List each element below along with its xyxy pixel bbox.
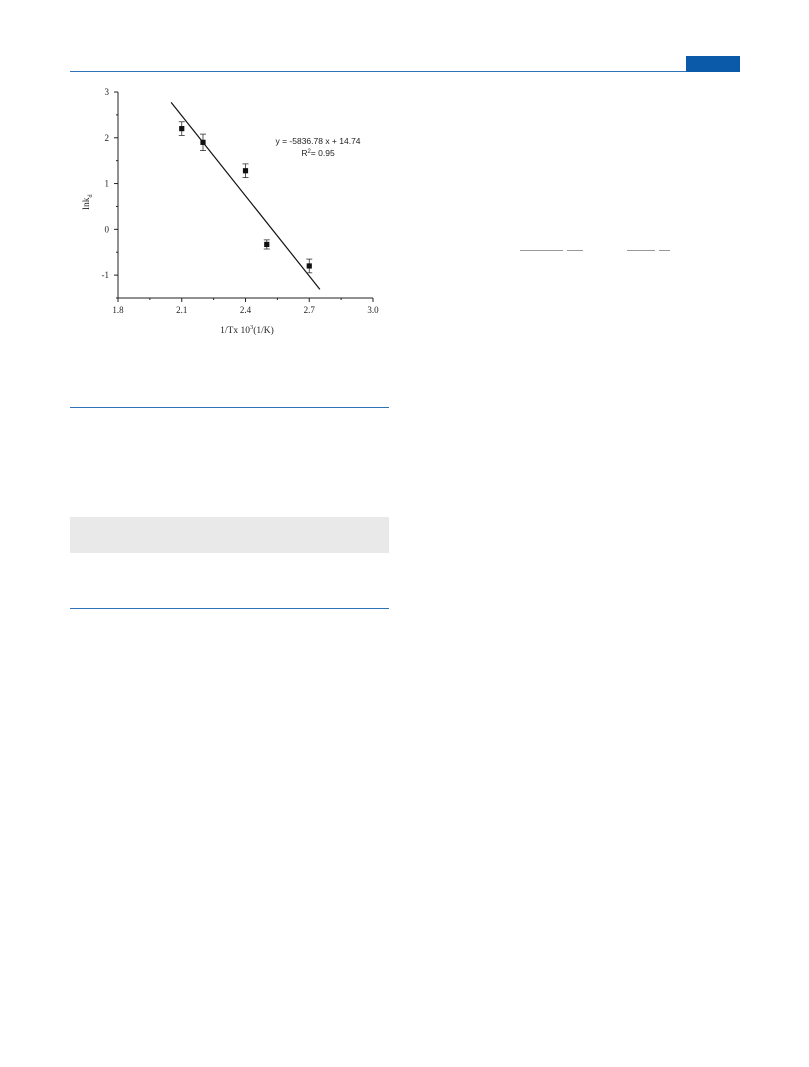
y-tick-label: 1 bbox=[104, 178, 109, 189]
chart-ticks bbox=[102, 87, 380, 315]
x-tick-label: 2.7 bbox=[303, 305, 315, 315]
equation-fraction-bar bbox=[567, 250, 583, 251]
y-axis-label: lnk$_d$ bbox=[82, 194, 94, 210]
header-accent-tab bbox=[686, 56, 740, 72]
y-tick-label: -1 bbox=[101, 270, 109, 281]
equation-fraction-bar bbox=[659, 250, 670, 251]
arrhenius-chart bbox=[70, 80, 400, 350]
x-tick-label: 3.0 bbox=[367, 305, 379, 315]
data-point-marker bbox=[307, 263, 312, 268]
data-point-marker bbox=[264, 242, 269, 247]
r-squared-label: $R^2= 0.95$ bbox=[301, 148, 335, 158]
section-divider bbox=[70, 608, 389, 609]
section-divider bbox=[70, 407, 389, 408]
x-tick-label: 2.4 bbox=[239, 305, 252, 315]
y-tick-label: 0 bbox=[104, 224, 109, 235]
x-tick-label: 2.1 bbox=[176, 305, 188, 315]
table-header-band bbox=[70, 517, 389, 553]
fit-equation-label: y = -5836.78 x + 14.74 bbox=[275, 136, 361, 146]
x-axis-label: 1/Tx $10^3(1/K)$ bbox=[220, 324, 274, 336]
y-tick-label: 3 bbox=[104, 87, 109, 97]
equation-fraction-bar bbox=[520, 250, 563, 251]
fit-line bbox=[171, 102, 320, 289]
y-tick-label: 2 bbox=[104, 132, 109, 143]
equation-fraction-bar bbox=[627, 250, 655, 251]
header-rule bbox=[70, 71, 739, 72]
data-point-marker bbox=[179, 126, 184, 131]
data-point-marker bbox=[200, 140, 205, 145]
x-tick-label: 1.8 bbox=[112, 305, 124, 315]
data-point-marker bbox=[243, 168, 248, 173]
